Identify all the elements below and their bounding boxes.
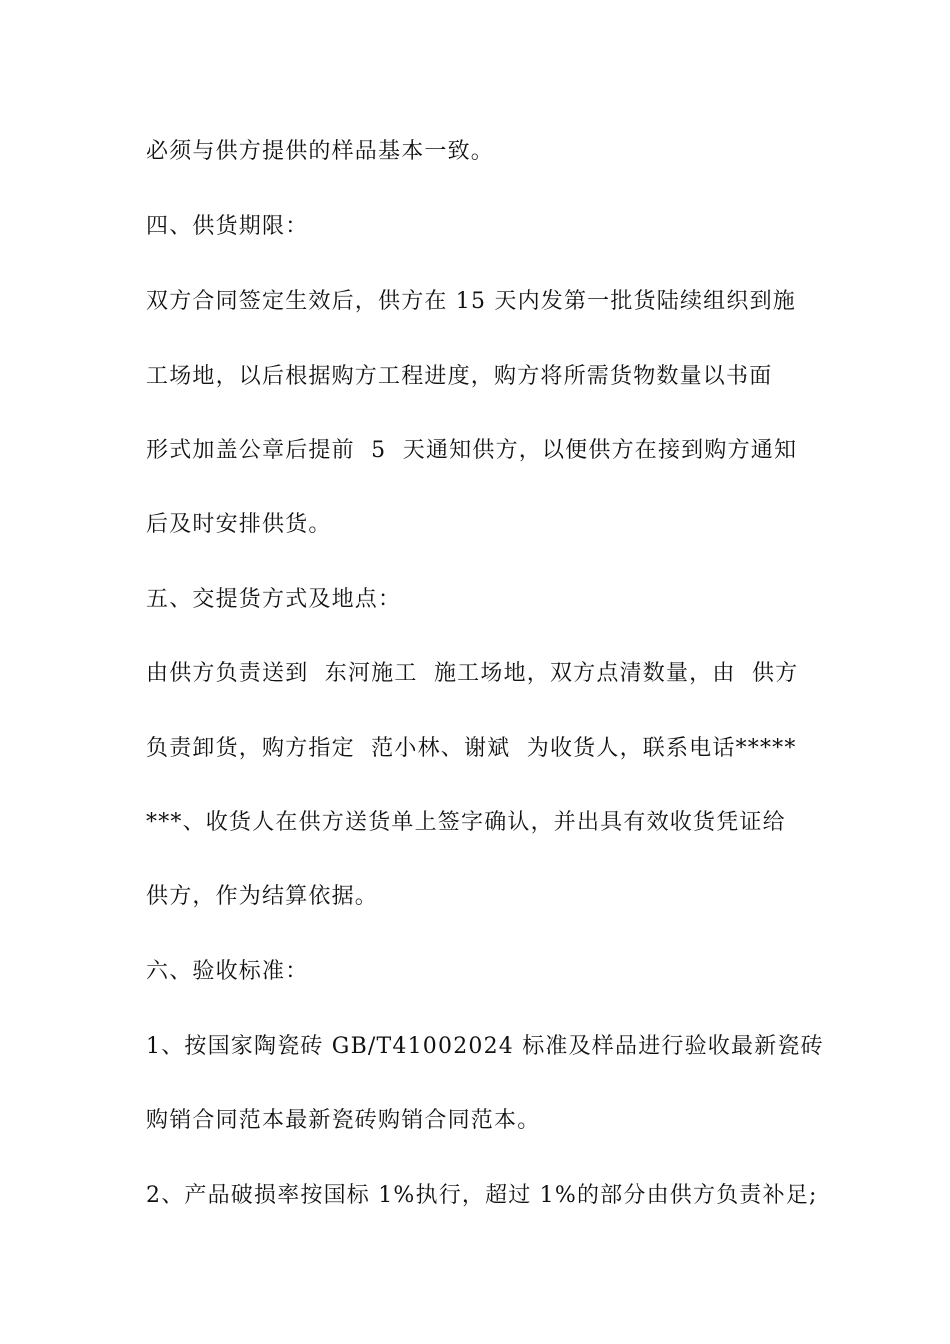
section-heading: 五、交提货方式及地点：	[146, 587, 402, 612]
text-line: 工场地，以后根据购方工程进度，购方将所需货物数量以书面	[146, 364, 773, 389]
text-line: 双方合同签定生效后，供方在 15 天内发第一批货陆续组织到施	[146, 289, 796, 314]
text-line: 2、产品破损率按国标 1%执行，超过 1%的部分由供方负责补足;	[146, 1183, 818, 1208]
text-line: 由供方负责送到 东河施工 施工场地，双方点清数量，由 供方	[146, 661, 799, 686]
text-line: 1、按国家陶瓷砖 GB/T41002024 标准及样品进行验收最新瓷砖	[146, 1034, 824, 1059]
section-heading: 四、供货期限：	[146, 214, 309, 239]
text-line: 必须与供方提供的样品基本一致。	[146, 139, 495, 164]
section-heading: 六、验收标准：	[146, 959, 309, 984]
text-line: 购销合同范本最新瓷砖购销合同范本。	[146, 1108, 541, 1133]
text-line: 负责卸货，购方指定 范小林、谢斌 为收货人，联系电话*****	[146, 736, 797, 761]
text-line: ***、收货人在供方送货单上签字确认，并出具有效收货凭证给	[146, 810, 786, 835]
text-line: 形式加盖公章后提前 5 天通知供方，以便供方在接到购方通知	[146, 438, 798, 463]
text-line: 供方，作为结算依据。	[146, 884, 379, 909]
text-line: 后及时安排供货。	[146, 512, 332, 537]
